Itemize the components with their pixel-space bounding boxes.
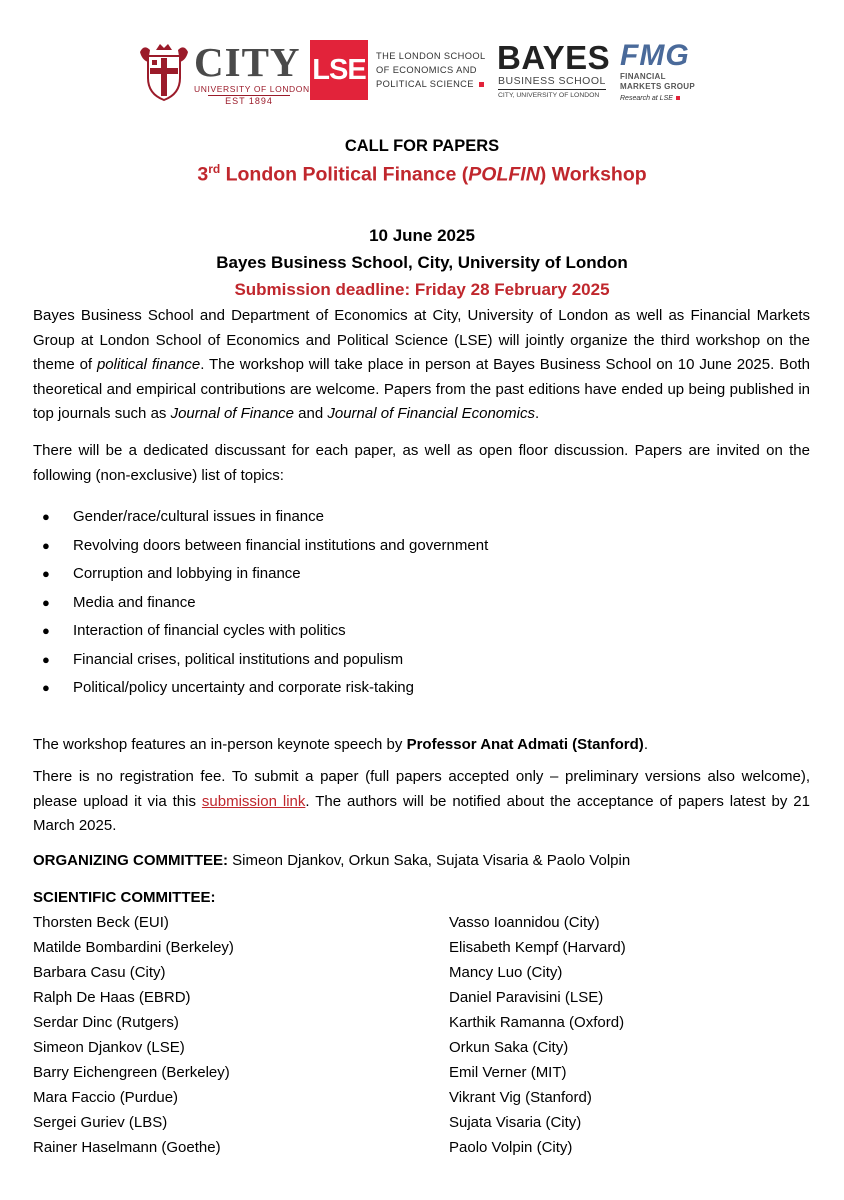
intro-journal-of-financial-economics: Journal of Financial Economics xyxy=(327,405,535,422)
lse-logo-line-2: OF ECONOMICS AND xyxy=(376,65,477,75)
lse-logo-line-3 xyxy=(376,77,486,91)
intro-text-4: . xyxy=(534,405,540,422)
title-text-pre: London Political Finance ( xyxy=(220,163,469,186)
lse-logo-line-1: THE LONDON SCHOOL xyxy=(376,51,486,61)
bullet-icon: ● xyxy=(42,680,50,695)
topic-text: Financial crises, political institutions and populism xyxy=(73,650,404,668)
city-logo-name: CITY xyxy=(194,39,301,85)
fmg-logo-line-2: MARKETS GROUP xyxy=(620,82,696,91)
list-item: Mara Faccio (Purdue) xyxy=(33,1089,179,1106)
bullet-icon: ● xyxy=(42,509,50,524)
fmg-logo-text xyxy=(620,72,695,92)
list-item: Vasso Ioannidou (City) xyxy=(449,914,600,931)
organizing-committee xyxy=(33,849,810,874)
scientific-committee-left-column xyxy=(33,910,234,1160)
call-for-papers-heading: CALL FOR PAPERS xyxy=(344,137,500,155)
fmg-logo-line-1: FINANCIAL xyxy=(620,72,666,81)
fmg-logo-name: FMG xyxy=(620,39,690,72)
keynote-paragraph xyxy=(33,733,810,758)
bullet-icon: ● xyxy=(42,594,50,610)
title-ordinal: 3 xyxy=(197,163,209,186)
topic-text: Political/policy uncertainty and corporate risk-taking xyxy=(73,679,414,696)
list-item: Simeon Djankov (LSE) xyxy=(33,1039,185,1056)
city-logo-established: EST 1894 xyxy=(208,95,290,106)
bayes-business-school-logo xyxy=(497,40,609,104)
submission-link[interactable]: submission link xyxy=(201,792,306,810)
intro-text-1: Bayes Business School and Department of Economics at City, University of London as well as Financial Markets Group at London School of Economics and Political Science (LSE) will jointly organize the third workshop on the theme of xyxy=(33,307,810,373)
registration-text-2: . The authors will be notified about the acceptance of papers latest by 21 March 2025. xyxy=(33,792,810,834)
keynote-speaker: Professor Anat Admati (Stanford) xyxy=(406,736,644,753)
bayes-logo-subtitle: BUSINESS SCHOOL xyxy=(498,75,606,87)
keynote-text-end: . xyxy=(643,736,648,753)
topic-text: Media and finance xyxy=(73,593,196,611)
title-text-post: ) Workshop xyxy=(539,163,647,186)
bullet-icon: ● xyxy=(42,566,50,581)
list-item: Daniel Paravisini (LSE) xyxy=(449,989,604,1006)
topics-list xyxy=(33,503,733,703)
list-item: Paolo Volpin (City) xyxy=(449,1139,573,1156)
list-item: Thorsten Beck (EUI) xyxy=(33,914,169,931)
fmg-logo-research xyxy=(620,95,680,102)
list-item xyxy=(33,503,733,532)
intro-emphasis-political-finance: political finance xyxy=(96,356,201,373)
list-item: Sergei Guriev (LBS) xyxy=(33,1114,168,1131)
workshop-date: 10 June 2025 xyxy=(369,226,475,245)
organizing-committee-members: Simeon Djankov, Orkun Saka, Sujata Visaria & Paolo Volpin xyxy=(228,852,631,869)
topic-text: Interaction of financial cycles with politics xyxy=(73,622,346,639)
title-ordinal-suffix: rd xyxy=(208,162,221,176)
bullet-icon: ● xyxy=(42,623,50,638)
bullet-icon: ● xyxy=(42,651,50,667)
scientific-committee-right-column xyxy=(449,910,626,1160)
lse-red-square-icon xyxy=(479,82,484,87)
list-item xyxy=(33,646,733,675)
lse-logo-text xyxy=(376,49,486,91)
fmg-red-square-icon xyxy=(676,96,680,100)
title-polfin: POLFIN xyxy=(468,163,540,186)
list-item: Sujata Visaria (City) xyxy=(449,1114,582,1131)
city-crest-icon xyxy=(138,42,190,102)
list-item: Rainer Haselmann (Goethe) xyxy=(33,1139,221,1156)
bullet-icon: ● xyxy=(42,537,50,553)
list-item: Mancy Luo (City) xyxy=(449,964,563,981)
topic-text: Gender/race/cultural issues in finance xyxy=(73,508,324,525)
organizing-committee-label: ORGANIZING COMMITTEE: xyxy=(33,852,228,869)
lse-logo xyxy=(310,40,486,104)
intro-journal-of-finance: Journal of Finance xyxy=(170,405,294,422)
registration-text-1: There is no registration fee. To submit a paper (full papers accepted only – preliminary versions also welcome), please upload it via this xyxy=(33,768,810,810)
lse-logo-box: LSE xyxy=(310,40,368,100)
workshop-title xyxy=(0,162,844,187)
list-item xyxy=(33,674,733,703)
fmg-logo xyxy=(620,40,710,104)
list-item xyxy=(33,589,733,618)
topic-text: Revolving doors between financial institutions and government xyxy=(73,536,489,554)
registration-paragraph xyxy=(33,765,810,839)
list-item: Serdar Dinc (Rutgers) xyxy=(33,1014,179,1031)
bayes-logo-divider xyxy=(498,89,606,90)
list-item: Vikrant Vig (Stanford) xyxy=(449,1089,592,1106)
list-item xyxy=(33,617,733,646)
intro-paragraph xyxy=(33,304,810,427)
list-item xyxy=(33,532,733,561)
topic-text: Corruption and lobbying in finance xyxy=(73,565,301,582)
keynote-text: The workshop features an in-person keynote speech by xyxy=(33,736,407,753)
intro-text-2: . The workshop will take place in person at Bayes Business School on 10 June 2025. Both theoretical and empirical contributions are welcome. Papers from the past editions have ended up being published in top journals such as xyxy=(33,356,810,422)
list-item: Barry Eichengreen (Berkeley) xyxy=(33,1064,230,1081)
list-item: Barbara Casu (City) xyxy=(33,964,166,981)
bayes-logo-affiliation: CITY, UNIVERSITY OF LONDON xyxy=(498,92,600,99)
lse-logo-line-3-text: POLITICAL SCIENCE xyxy=(376,79,474,89)
city-university-logo xyxy=(138,39,310,106)
scientific-committee-label: SCIENTIFIC COMMITTEE: xyxy=(33,889,216,906)
list-item: Ralph De Haas (EBRD) xyxy=(33,989,191,1006)
list-item xyxy=(33,560,733,589)
fmg-research-text: Research at LSE xyxy=(620,95,673,102)
topics-intro-paragraph: There will be a dedicated discussant for each paper, as well as open floor discussion. Papers are invited on the following (non-exclusive) list of topics: xyxy=(33,442,810,484)
intro-text-3: and xyxy=(293,405,328,422)
bayes-logo-name: BAYES xyxy=(497,39,611,76)
logo-strip xyxy=(0,40,844,104)
list-item: Elisabeth Kempf (Harvard) xyxy=(449,939,626,956)
list-item: Emil Verner (MIT) xyxy=(449,1064,567,1081)
list-item: Orkun Saka (City) xyxy=(449,1039,569,1056)
city-logo-subtitle: UNIVERSITY OF LONDON xyxy=(194,84,310,94)
submission-deadline: Submission deadline: Friday 28 February 2025 xyxy=(234,280,610,299)
list-item: Karthik Ramanna (Oxford) xyxy=(449,1014,625,1031)
list-item: Matilde Bombardini (Berkeley) xyxy=(33,939,234,956)
workshop-venue: Bayes Business School, City, University of London xyxy=(216,253,628,272)
